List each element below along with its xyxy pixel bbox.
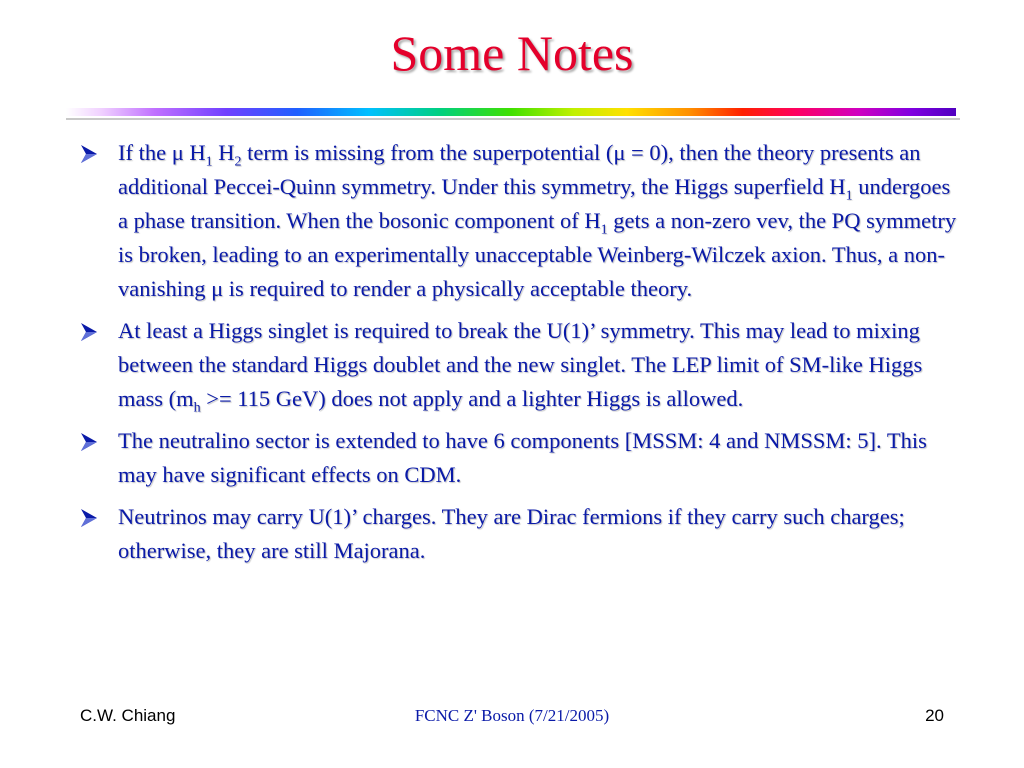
bullet-text: At least a Higgs singlet is required to break the U(1)’ symmetry. This may lead to mixing between the standard Higgs doublet and the new singlet. The LEP limit of SM-like Higgs mass ($m_h >= 115$ GeV) does not apply and a lighter Higgs is allowed. <box>118 318 923 416</box>
bullet-item <box>80 500 960 568</box>
footer-author: C.W. Chiang <box>80 706 176 725</box>
bullet-item <box>80 314 960 416</box>
arrow-bullet-icon <box>80 500 110 534</box>
slide-title: Some Notes <box>390 25 634 81</box>
arrow-bullet-icon <box>80 314 110 348</box>
page-number: 20 <box>925 706 944 725</box>
divider-shadow <box>66 118 960 120</box>
arrow-bullet-icon <box>80 424 110 458</box>
bullet-text: Neutrinos may carry U(1)’ charges. They are Dirac fermions if they carry such charges; otherwise, they are still Majorana. <box>118 504 905 563</box>
rainbow-divider-bar <box>66 108 956 116</box>
arrow-bullet-icon <box>80 136 110 170</box>
bullet-text: If the μ $H_1$ $H_2$ term is missing from the superpotential (μ = 0), then the theory presents an additional Peccei-Quinn symmetry. Under this symmetry, the Higgs superfield $H_1$ undergoes a phase transition. When the bosonic component of $H_1$ gets a non-zero vev, the PQ symmetry is broken, leading to an experimentally unacceptable Weinberg-Wilczek axion. Thus, a non-vanishing μ is required to render a physically acceptable theory. <box>118 140 957 301</box>
rainbow-divider <box>66 108 960 122</box>
bullet-item <box>80 424 960 492</box>
footer-title: FCNC Z' Boson (7/21/2005) <box>414 706 610 725</box>
bullet-text: The neutralino sector is extended to have 6 components [MSSM: 4 and NMSSM: 5]. This may have significant effects on CDM. <box>118 428 927 487</box>
bullet-list <box>80 136 960 576</box>
bullet-item <box>80 136 960 306</box>
